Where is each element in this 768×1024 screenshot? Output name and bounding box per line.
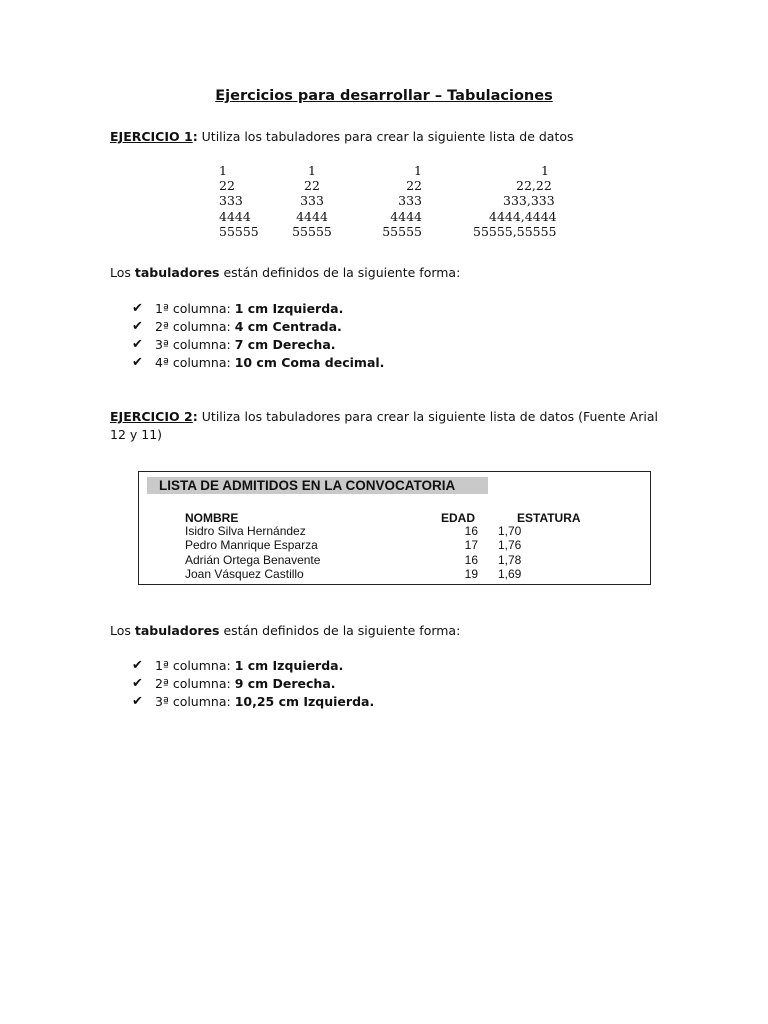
table-row: Adrián Ortega Benavente 16 1,78 bbox=[185, 553, 522, 567]
exercise-1-label: EJERCICIO 1 bbox=[110, 129, 193, 144]
table-row: 55555 55555 55555 55555,55555 bbox=[219, 223, 557, 239]
table-row: 333 333 333 333,333 bbox=[219, 193, 555, 209]
list-item: ✔ 1ª columna: 1 cm Izquierda. bbox=[132, 301, 344, 316]
checkmark-icon: ✔ bbox=[132, 658, 143, 673]
list-item: ✔ 2ª columna: 4 cm Centrada. bbox=[132, 319, 342, 334]
checkmark-icon: ✔ bbox=[132, 337, 143, 352]
exercise-2-text: Utiliza los tabuladores para crear la siguiente lista de datos (Fuente Arial bbox=[197, 409, 658, 424]
checkmark-icon: ✔ bbox=[132, 319, 143, 334]
column-header-height: ESTATURA bbox=[517, 511, 581, 525]
column-header-age: EDAD bbox=[441, 511, 476, 525]
checkmark-icon: ✔ bbox=[132, 676, 143, 691]
checkmark-icon: ✔ bbox=[132, 301, 143, 316]
exercise-1-tab-list bbox=[132, 300, 384, 372]
exercise-2-label: EJERCICIO 2 bbox=[110, 409, 193, 424]
admitted-list-title: LISTA DE ADMITIDOS EN LA CONVOCATORIA bbox=[147, 477, 488, 494]
exercise-1-intro: Los tabuladores están definidos de la siguiente forma: bbox=[110, 265, 461, 280]
list-item: ✔ 2ª columna: 9 cm Derecha. bbox=[132, 676, 336, 691]
exercise-2-statement: EJERCICIO 2: Utiliza los tabuladores para crear la siguiente lista de datos (Fuente Arial bbox=[110, 409, 658, 424]
table-row: 22 22 22 22,22 bbox=[219, 178, 552, 194]
exercise-2-tab-list bbox=[132, 657, 374, 711]
checkmark-icon: ✔ bbox=[132, 355, 143, 370]
list-item: ✔ 4ª columna: 10 cm Coma decimal. bbox=[132, 355, 385, 370]
admitted-list-box bbox=[138, 471, 651, 585]
table-row: 4444 4444 4444 4444,4444 bbox=[219, 208, 557, 224]
exercise-1-text: Utiliza los tabuladores para crear la siguiente lista de datos bbox=[197, 129, 574, 144]
exercise-1-statement: EJERCICIO 1: Utiliza los tabuladores para crear la siguiente lista de datos bbox=[110, 129, 574, 144]
column-header-name: NOMBRE bbox=[185, 511, 239, 525]
exercise-2-statement-cont: 12 y 11) bbox=[110, 427, 163, 442]
list-item: ✔ 3ª columna: 7 cm Derecha. bbox=[132, 337, 336, 352]
list-item: ✔ 1ª columna: 1 cm Izquierda. bbox=[132, 658, 344, 673]
exercise-1-tab-table bbox=[200, 163, 560, 239]
table-row: 1 1 1 1 bbox=[219, 163, 549, 178]
page-title: Ejercicios para desarrollar – Tabulaciones bbox=[215, 88, 553, 104]
checkmark-icon: ✔ bbox=[132, 694, 143, 709]
table-row: Pedro Manrique Esparza 17 1,76 bbox=[185, 538, 522, 552]
exercise-2-intro: Los tabuladores están definidos de la siguiente forma: bbox=[110, 623, 461, 638]
table-row: Joan Vásquez Castillo 19 1,69 bbox=[185, 567, 522, 581]
table-row: Isidro Silva Hernández 16 1,70 bbox=[185, 524, 522, 538]
list-item: ✔ 3ª columna: 10,25 cm Izquierda. bbox=[132, 694, 375, 709]
